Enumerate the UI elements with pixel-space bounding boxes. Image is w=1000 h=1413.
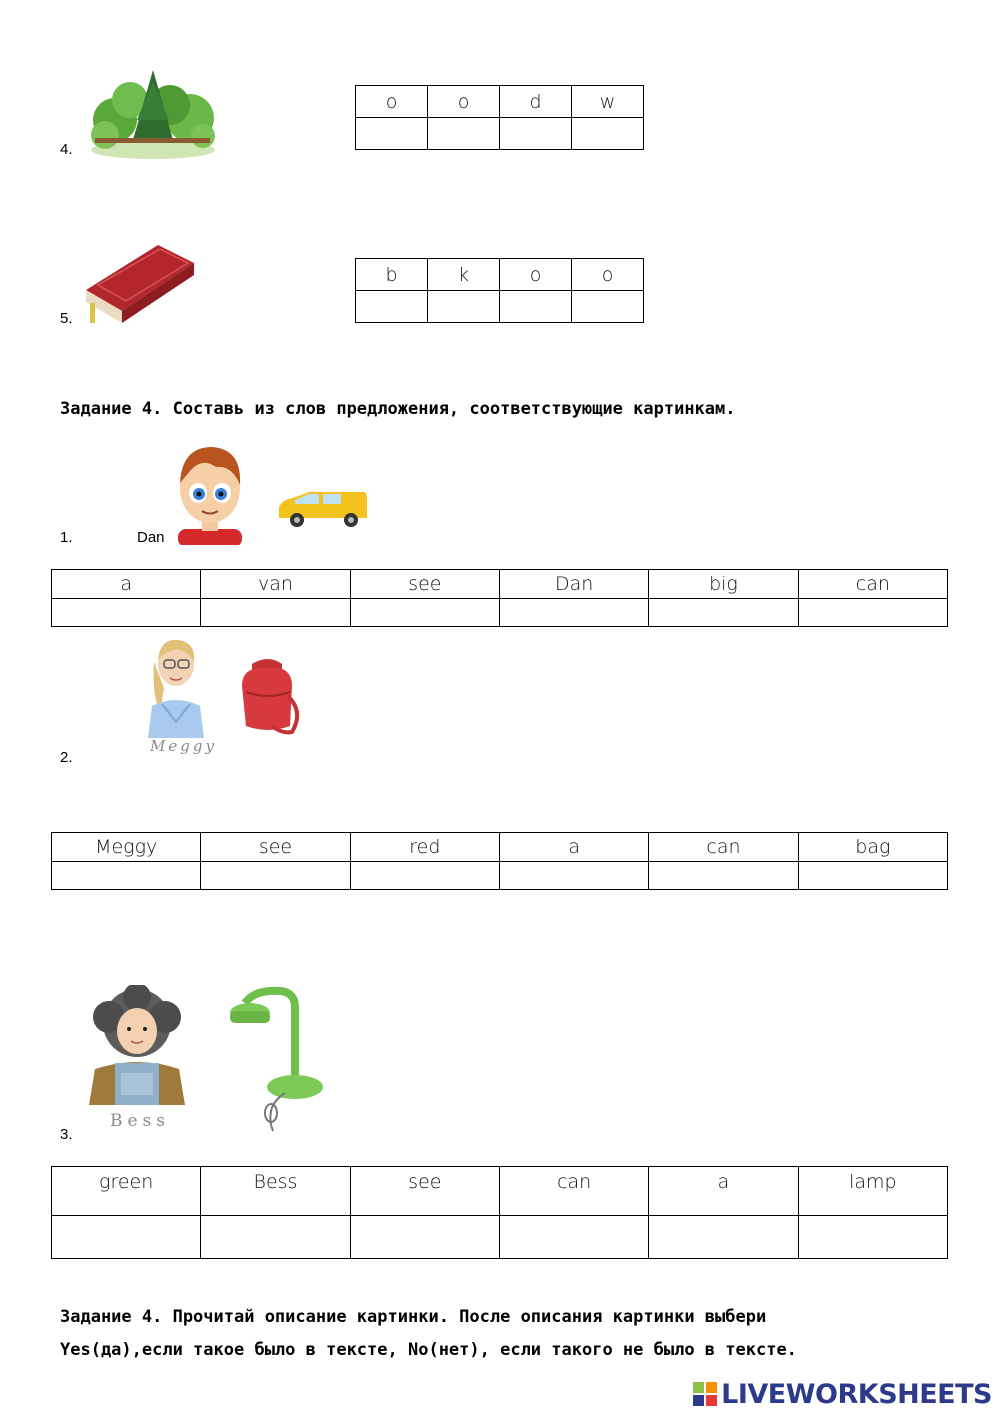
word-cell: big (649, 570, 798, 599)
answer-cell[interactable] (350, 599, 499, 627)
letter-cell: o (500, 259, 572, 291)
answer-cell[interactable] (356, 291, 428, 323)
answer-cell[interactable] (500, 291, 572, 323)
word-cell: Bess (201, 1167, 350, 1216)
letter-cell: w (572, 86, 644, 118)
letter-cell: o (428, 86, 500, 118)
sentence-1-word-grid (51, 569, 948, 627)
letter-cell: k (428, 259, 500, 291)
answer-cell[interactable] (201, 1216, 350, 1259)
answer-cell[interactable] (201, 862, 350, 890)
item-4-number: 4. (60, 141, 73, 158)
answer-cell[interactable] (52, 599, 201, 627)
green-lamp-image (225, 983, 325, 1138)
dan-caption: Dan (137, 529, 165, 546)
answer-cell[interactable] (350, 862, 499, 890)
sentence-2-word-grid (51, 832, 948, 890)
word-cell: bag (798, 833, 947, 862)
word-cell: a (499, 833, 648, 862)
task-4-reading-heading-line1: Задание 4. Прочитай описание картинки. После описания картинки выбери (60, 1307, 767, 1327)
bess-caption: Bess (110, 1111, 171, 1131)
answer-cell[interactable] (499, 599, 648, 627)
sentence-3-word-grid (51, 1166, 948, 1259)
letter-cell: d (500, 86, 572, 118)
word-cell: a (52, 570, 201, 599)
liveworksheets-logo-text: LIVEWORKSHEETS (721, 1378, 992, 1410)
letter-cell: o (356, 86, 428, 118)
liveworksheets-logo[interactable] (693, 1379, 992, 1409)
forest-image (85, 60, 220, 160)
liveworksheets-logo-icon (693, 1382, 717, 1406)
answer-cell[interactable] (52, 1216, 201, 1259)
yellow-van-image (275, 488, 369, 530)
girl-bess-image (85, 985, 190, 1105)
answer-cell[interactable] (201, 599, 350, 627)
answer-cell[interactable] (798, 599, 947, 627)
item-4-letter-grid (355, 85, 644, 150)
book-image (78, 235, 198, 327)
letter-cell: o (572, 259, 644, 291)
answer-cell[interactable] (572, 291, 644, 323)
girl-meggy-image (140, 632, 212, 738)
answer-cell[interactable] (798, 1216, 947, 1259)
answer-cell[interactable] (649, 862, 798, 890)
meggy-caption: Meggy (150, 737, 217, 755)
answer-cell[interactable] (649, 599, 798, 627)
answer-cell[interactable] (428, 118, 500, 150)
word-cell: Meggy (52, 833, 201, 862)
word-cell: a (649, 1167, 798, 1216)
answer-cell[interactable] (499, 862, 648, 890)
answer-cell[interactable] (52, 862, 201, 890)
word-cell: Dan (499, 570, 648, 599)
word-cell: see (350, 1167, 499, 1216)
answer-cell[interactable] (649, 1216, 798, 1259)
word-cell: lamp (798, 1167, 947, 1216)
answer-cell[interactable] (572, 118, 644, 150)
word-cell: can (649, 833, 798, 862)
answer-cell[interactable] (500, 118, 572, 150)
word-cell: green (52, 1167, 201, 1216)
word-cell: see (201, 833, 350, 862)
letter-cell: b (356, 259, 428, 291)
task-4-reading-heading-line2: Yes(да),если такое было в тексте, No(нет), если такого не было в тексте. (60, 1340, 797, 1360)
sentence-3-number: 3. (60, 1126, 73, 1143)
answer-cell[interactable] (798, 862, 947, 890)
answer-cell[interactable] (356, 118, 428, 150)
sentence-1-number: 1. (60, 529, 73, 546)
word-cell: red (350, 833, 499, 862)
answer-cell[interactable] (428, 291, 500, 323)
task-4-heading: Задание 4. Составь из слов предложения, соответствующие картинкам. (60, 399, 736, 419)
word-cell: van (201, 570, 350, 599)
item-5-number: 5. (60, 310, 73, 327)
red-bag-image (232, 652, 302, 736)
word-cell: can (798, 570, 947, 599)
word-cell: see (350, 570, 499, 599)
boy-dan-image (172, 443, 248, 545)
answer-cell[interactable] (499, 1216, 648, 1259)
word-cell: can (499, 1167, 648, 1216)
item-5-letter-grid (355, 258, 644, 323)
answer-cell[interactable] (350, 1216, 499, 1259)
sentence-2-number: 2. (60, 749, 73, 766)
